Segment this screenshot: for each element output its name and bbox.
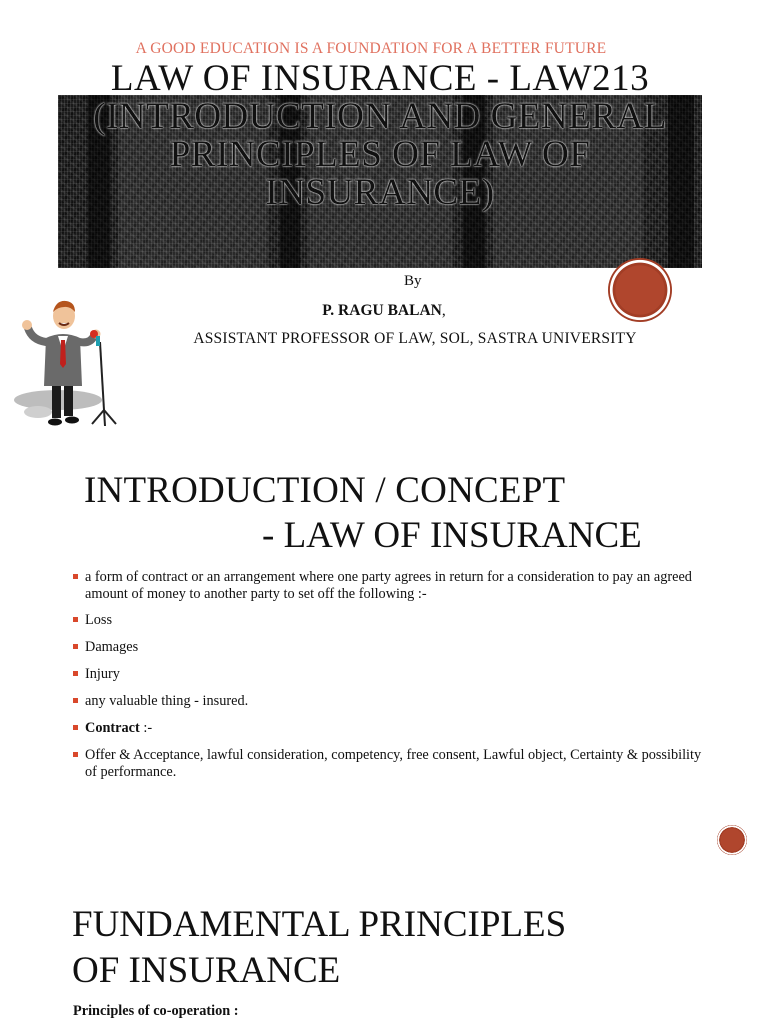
presentation-title: LAW OF INSURANCE - LAW213 (INTRODUCTION AND GENERAL PRINCIPLES OF LAW OF INSURANCE) bbox=[93, 58, 667, 213]
cooperation-subheading: Principles of co-operation : bbox=[73, 1003, 239, 1019]
list-item: any valuable thing - insured. bbox=[72, 693, 702, 710]
fundamental-principles-title: FUNDAMENTAL PRINCIPLES OF INSURANCE bbox=[72, 904, 567, 991]
decorative-circle-small bbox=[717, 825, 747, 855]
by-label: By bbox=[404, 273, 422, 289]
author-name: P. RAGU BALAN bbox=[322, 302, 442, 319]
author-affiliation: ASSISTANT PROFESSOR OF LAW, SOL, SASTRA UNIVERSITY bbox=[193, 330, 637, 347]
intro-title-line-2: - LAW OF INSURANCE bbox=[262, 515, 642, 556]
author-suffix: , bbox=[441, 302, 446, 319]
title-bottom-rule bbox=[58, 268, 702, 271]
contract-suffix: :- bbox=[139, 720, 153, 736]
contract-label: Contract bbox=[85, 720, 140, 736]
tagline: A GOOD EDUCATION IS A FOUNDATION FOR A BETTER FUTURE bbox=[135, 40, 607, 57]
list-item: a form of contract or an arrangement where one party agrees in return for a consideration to pay an agreed amount of money to another party to set off the following :- bbox=[72, 569, 702, 603]
list-item: Damages bbox=[72, 639, 702, 656]
list-item-contract bbox=[72, 720, 702, 737]
list-item: Offer & Acceptance, lawful consideration, competency, free consent, Lawful object, Certainty & possibility of performance. bbox=[72, 747, 702, 781]
list-item: Loss bbox=[72, 612, 702, 629]
intro-bullet-list bbox=[72, 569, 702, 791]
intro-title-line-1: INTRODUCTION / CONCEPT bbox=[84, 470, 566, 511]
speaker-clipart bbox=[8, 292, 124, 434]
list-item: Injury bbox=[72, 666, 702, 683]
